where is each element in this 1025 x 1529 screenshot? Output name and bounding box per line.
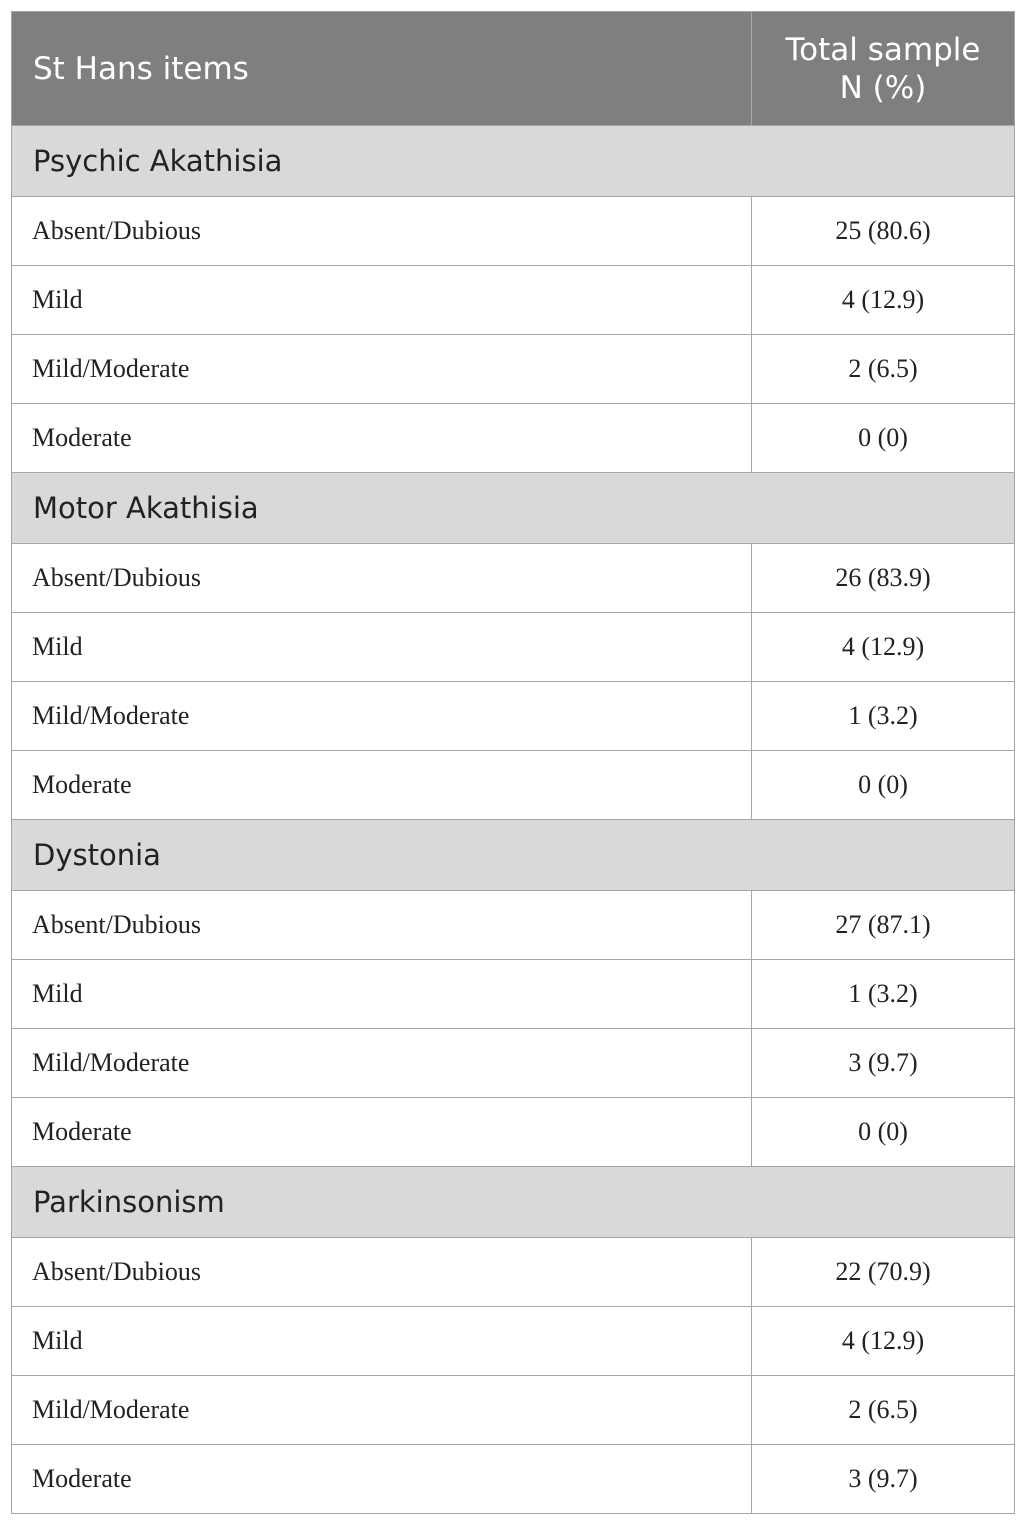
- section-header: [12, 1167, 1015, 1238]
- section-title: Dystonia: [12, 820, 1015, 891]
- row-value: 2 (6.5): [752, 335, 1015, 404]
- row-value: 0 (0): [752, 404, 1015, 473]
- row-value: 27 (87.1): [752, 891, 1015, 960]
- section-header: [12, 473, 1015, 544]
- row-value: 25 (80.6): [752, 197, 1015, 266]
- row-value: 1 (3.2): [752, 960, 1015, 1029]
- row-label: Mild: [12, 266, 752, 335]
- table-row: [12, 960, 1015, 1029]
- table-row: [12, 266, 1015, 335]
- row-label: Mild: [12, 960, 752, 1029]
- row-label: Mild/Moderate: [12, 1029, 752, 1098]
- header-total-sample: [752, 12, 1015, 126]
- row-label: Absent/Dubious: [12, 1238, 752, 1307]
- row-value: 4 (12.9): [752, 266, 1015, 335]
- table-header: [12, 12, 1015, 126]
- header-total-sample-line1: Total sample: [785, 31, 981, 68]
- row-label: Absent/Dubious: [12, 544, 752, 613]
- table-row: [12, 1029, 1015, 1098]
- table-row: [12, 1376, 1015, 1445]
- table-row: [12, 1098, 1015, 1167]
- row-label: Mild/Moderate: [12, 682, 752, 751]
- row-value: 0 (0): [752, 1098, 1015, 1167]
- row-label: Moderate: [12, 1445, 752, 1514]
- section-title: Psychic Akathisia: [12, 126, 1015, 197]
- row-value: 3 (9.7): [752, 1445, 1015, 1514]
- row-label: Absent/Dubious: [12, 891, 752, 960]
- row-value: 2 (6.5): [752, 1376, 1015, 1445]
- row-label: Mild: [12, 613, 752, 682]
- table-row: [12, 197, 1015, 266]
- row-label: Mild: [12, 1307, 752, 1376]
- table-row: [12, 1307, 1015, 1376]
- row-value: 22 (70.9): [752, 1238, 1015, 1307]
- section-title: Parkinsonism: [12, 1167, 1015, 1238]
- section-header: [12, 820, 1015, 891]
- row-value: 4 (12.9): [752, 1307, 1015, 1376]
- row-value: 3 (9.7): [752, 1029, 1015, 1098]
- table-row: [12, 404, 1015, 473]
- row-label: Moderate: [12, 751, 752, 820]
- header-total-sample-line2: N (%): [839, 69, 927, 106]
- row-value: 0 (0): [752, 751, 1015, 820]
- table-row: [12, 335, 1015, 404]
- st-hans-table: [11, 11, 1015, 1514]
- row-value: 1 (3.2): [752, 682, 1015, 751]
- section-header: [12, 126, 1015, 197]
- table-row: [12, 1238, 1015, 1307]
- table-row: [12, 751, 1015, 820]
- table-row: [12, 1445, 1015, 1514]
- row-value: 4 (12.9): [752, 613, 1015, 682]
- table-row: [12, 891, 1015, 960]
- row-label: Mild/Moderate: [12, 1376, 752, 1445]
- row-label: Mild/Moderate: [12, 335, 752, 404]
- section-title: Motor Akathisia: [12, 473, 1015, 544]
- row-label: Absent/Dubious: [12, 197, 752, 266]
- row-label: Moderate: [12, 404, 752, 473]
- row-value: 26 (83.9): [752, 544, 1015, 613]
- table-row: [12, 613, 1015, 682]
- header-st-hans-items: St Hans items: [12, 12, 752, 126]
- table-row: [12, 544, 1015, 613]
- table-row: [12, 682, 1015, 751]
- table-body: [12, 126, 1015, 1514]
- row-label: Moderate: [12, 1098, 752, 1167]
